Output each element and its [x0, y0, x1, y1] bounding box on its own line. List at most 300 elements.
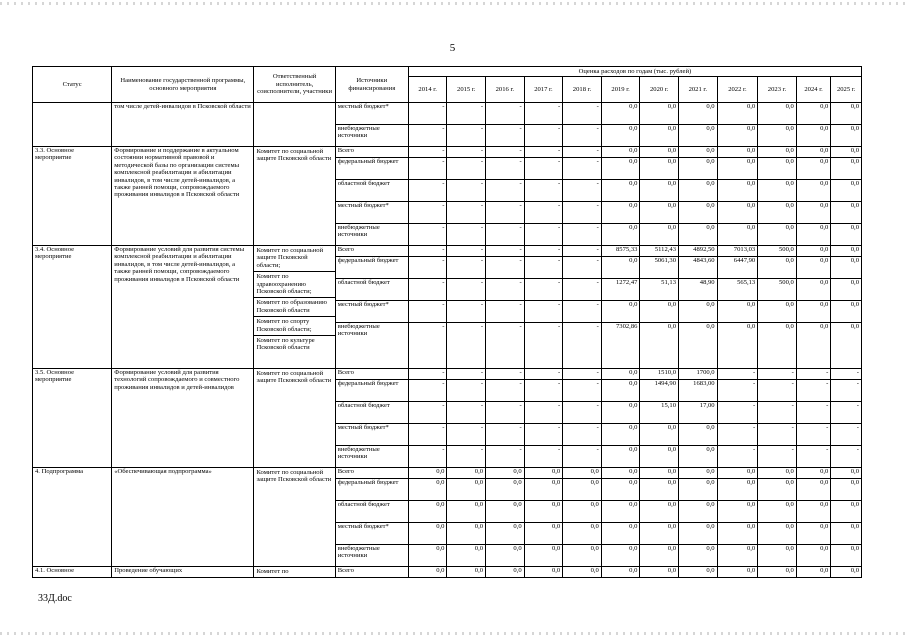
value-cell: -	[563, 369, 602, 380]
value-cell: 0,0	[758, 468, 797, 479]
value-cell: 0,0	[563, 523, 602, 545]
value-cell: 0,0	[717, 224, 758, 246]
value-cell: 0,0	[717, 545, 758, 567]
value-cell: 1683,00	[679, 380, 718, 402]
value-cell: -	[408, 402, 447, 424]
value-cell: 0,0	[717, 479, 758, 501]
value-cell: -	[524, 279, 563, 301]
value-cell: -	[447, 147, 486, 158]
header-estimate: Оценка расходов по годам (тыс. рублей)	[408, 67, 861, 77]
table-row	[33, 246, 862, 257]
value-cell: 0,0	[679, 180, 718, 202]
table-header	[33, 67, 862, 103]
value-cell: -	[447, 380, 486, 402]
value-cell: 0,0	[758, 180, 797, 202]
source-cell: федеральный бюджет	[335, 158, 408, 180]
value-cell: 0,0	[408, 545, 447, 567]
status-cell: 3.3. Основное мероприятие	[33, 147, 112, 246]
value-cell: 4892,50	[679, 246, 718, 257]
value-cell: 0,0	[524, 468, 563, 479]
value-cell: -	[447, 125, 486, 147]
source-cell: местный бюджет*	[335, 301, 408, 323]
value-cell: 0,0	[640, 479, 679, 501]
value-cell: 0,0	[524, 545, 563, 567]
value-cell: 0,0	[640, 103, 679, 125]
header-year: 2015 г.	[447, 77, 486, 103]
value-cell: -	[486, 158, 525, 180]
footer-filename: 33Д.doc	[38, 593, 72, 604]
value-cell: 0,0	[679, 202, 718, 224]
value-cell: -	[447, 224, 486, 246]
value-cell: -	[486, 380, 525, 402]
value-cell: 0,0	[831, 567, 862, 578]
value-cell: 0,0	[601, 202, 640, 224]
value-cell: 0,0	[758, 103, 797, 125]
value-cell: 0,0	[640, 567, 679, 578]
value-cell: -	[524, 125, 563, 147]
value-cell: -	[758, 369, 797, 380]
source-cell: федеральный бюджет	[335, 257, 408, 279]
value-cell: -	[486, 257, 525, 279]
value-cell: -	[486, 147, 525, 158]
source-cell: федеральный бюджет	[335, 380, 408, 402]
value-cell: -	[563, 180, 602, 202]
value-cell: -	[524, 446, 563, 468]
value-cell: -	[717, 380, 758, 402]
value-cell: 15,10	[640, 402, 679, 424]
executor-label: Комитет по культуре Псковской области	[254, 335, 334, 352]
value-cell: 0,0	[601, 468, 640, 479]
value-cell: 0,0	[679, 224, 718, 246]
value-cell: 1494,90	[640, 380, 679, 402]
value-cell: -	[447, 180, 486, 202]
value-cell: 0,0	[796, 545, 831, 567]
value-cell: 0,0	[601, 501, 640, 523]
status-cell: 3.4. Основное мероприятие	[33, 246, 112, 369]
value-cell: -	[563, 103, 602, 125]
value-cell: -	[524, 380, 563, 402]
value-cell: 0,0	[486, 501, 525, 523]
value-cell: -	[524, 369, 563, 380]
value-cell: -	[563, 446, 602, 468]
source-cell: внебюджетные источники	[335, 323, 408, 369]
value-cell: 5061,30	[640, 257, 679, 279]
value-cell: -	[717, 402, 758, 424]
value-cell: 0,0	[796, 246, 831, 257]
value-cell: -	[486, 323, 525, 369]
value-cell: 0,0	[447, 567, 486, 578]
value-cell: 500,0	[758, 246, 797, 257]
source-cell: Всего	[335, 567, 408, 578]
value-cell: 0,0	[831, 147, 862, 158]
value-cell: 0,0	[831, 279, 862, 301]
value-cell: -	[524, 424, 563, 446]
value-cell: 0,0	[486, 479, 525, 501]
value-cell: 0,0	[640, 323, 679, 369]
value-cell: -	[486, 301, 525, 323]
value-cell: 0,0	[831, 257, 862, 279]
value-cell: 0,0	[758, 224, 797, 246]
header-year: 2014 г.	[408, 77, 447, 103]
value-cell: 0,0	[601, 446, 640, 468]
value-cell: 7013,03	[717, 246, 758, 257]
value-cell: 0,0	[640, 224, 679, 246]
value-cell: 0,0	[679, 479, 718, 501]
value-cell: 0,0	[679, 501, 718, 523]
value-cell: 0,0	[717, 202, 758, 224]
value-cell: 1272,47	[601, 279, 640, 301]
value-cell: -	[563, 158, 602, 180]
value-cell: 0,0	[640, 158, 679, 180]
value-cell: 0,0	[717, 125, 758, 147]
source-cell: местный бюджет*	[335, 523, 408, 545]
value-cell: 0,0	[796, 523, 831, 545]
value-cell: 0,0	[758, 125, 797, 147]
value-cell: -	[408, 180, 447, 202]
value-cell: -	[408, 246, 447, 257]
value-cell: -	[408, 279, 447, 301]
value-cell: 0,0	[640, 301, 679, 323]
responsible-cell	[254, 147, 335, 246]
budget-table	[32, 66, 862, 578]
value-cell: -	[563, 301, 602, 323]
source-cell: областной бюджет	[335, 501, 408, 523]
value-cell: 0,0	[831, 180, 862, 202]
value-cell: -	[717, 446, 758, 468]
value-cell: 0,0	[831, 468, 862, 479]
source-cell: местный бюджет*	[335, 103, 408, 125]
header-year: 2018 г.	[563, 77, 602, 103]
value-cell: -	[408, 369, 447, 380]
header-sources: Источники финансирования	[335, 67, 408, 103]
table-row	[33, 103, 862, 125]
value-cell: -	[831, 380, 862, 402]
value-cell: 0,0	[758, 323, 797, 369]
source-cell: местный бюджет*	[335, 202, 408, 224]
value-cell: 0,0	[796, 501, 831, 523]
source-cell: Всего	[335, 468, 408, 479]
value-cell: 0,0	[447, 479, 486, 501]
value-cell: 0,0	[796, 202, 831, 224]
executor-label: Комитет по социальной защите Псковской области	[256, 148, 332, 163]
value-cell: 0,0	[796, 125, 831, 147]
value-cell: 0,0	[563, 501, 602, 523]
value-cell: -	[717, 424, 758, 446]
value-cell: -	[796, 402, 831, 424]
value-cell: -	[563, 380, 602, 402]
value-cell: -	[486, 446, 525, 468]
table-row	[33, 567, 862, 578]
value-cell: -	[408, 202, 447, 224]
value-cell: -	[524, 202, 563, 224]
value-cell: -	[831, 369, 862, 380]
value-cell: -	[758, 424, 797, 446]
responsible-cell	[254, 369, 335, 468]
source-cell: областной бюджет	[335, 180, 408, 202]
value-cell: 0,0	[831, 158, 862, 180]
scan-artifact-bottom	[0, 632, 905, 635]
executor-label: Комитет по социальной защите Псковской области	[256, 370, 332, 385]
header-year: 2025 г.	[831, 77, 862, 103]
value-cell: 0,0	[486, 545, 525, 567]
value-cell: 0,0	[601, 380, 640, 402]
value-cell: 0,0	[717, 468, 758, 479]
value-cell: -	[408, 257, 447, 279]
name-cell: том числе детей-инвалидов в Псковской области	[112, 103, 254, 147]
value-cell: 0,0	[486, 567, 525, 578]
value-cell: -	[758, 446, 797, 468]
value-cell: -	[408, 446, 447, 468]
value-cell: 8575,33	[601, 246, 640, 257]
value-cell: -	[486, 279, 525, 301]
value-cell: 0,0	[563, 479, 602, 501]
value-cell: 0,0	[447, 523, 486, 545]
executor-label: Комитет по социальной защите Псковской области;	[256, 247, 324, 269]
value-cell: -	[758, 380, 797, 402]
value-cell: 0,0	[758, 501, 797, 523]
value-cell: -	[447, 202, 486, 224]
value-cell: 0,0	[640, 147, 679, 158]
value-cell: 0,0	[679, 103, 718, 125]
value-cell: -	[563, 147, 602, 158]
value-cell: 0,0	[758, 257, 797, 279]
value-cell: 0,0	[640, 424, 679, 446]
value-cell: -	[447, 279, 486, 301]
value-cell: 0,0	[408, 523, 447, 545]
value-cell: 565,13	[717, 279, 758, 301]
header-responsible: Ответственный исполнитель, соисполнители, участники	[254, 67, 335, 103]
value-cell: 0,0	[831, 301, 862, 323]
value-cell: 0,0	[758, 567, 797, 578]
value-cell: -	[486, 180, 525, 202]
value-cell: 0,0	[758, 545, 797, 567]
header-year: 2019 г.	[601, 77, 640, 103]
value-cell: 0,0	[601, 103, 640, 125]
value-cell: -	[831, 424, 862, 446]
name-cell: «Обеспечивающая подпрограмма»	[112, 468, 254, 567]
value-cell: 0,0	[640, 446, 679, 468]
value-cell: -	[563, 224, 602, 246]
value-cell: 0,0	[717, 523, 758, 545]
value-cell: -	[796, 380, 831, 402]
value-cell: -	[408, 301, 447, 323]
value-cell: 0,0	[447, 468, 486, 479]
value-cell: 0,0	[679, 523, 718, 545]
value-cell: -	[563, 323, 602, 369]
value-cell: 0,0	[640, 523, 679, 545]
value-cell: 0,0	[640, 125, 679, 147]
value-cell: 0,0	[796, 103, 831, 125]
responsible-cell	[254, 567, 335, 578]
value-cell: 0,0	[758, 202, 797, 224]
value-cell: -	[563, 279, 602, 301]
value-cell: -	[831, 446, 862, 468]
value-cell: -	[486, 424, 525, 446]
value-cell: -	[831, 402, 862, 424]
value-cell: -	[447, 257, 486, 279]
value-cell: 0,0	[679, 468, 718, 479]
source-cell: федеральный бюджет	[335, 479, 408, 501]
source-cell: областной бюджет	[335, 402, 408, 424]
table-row	[33, 147, 862, 158]
value-cell: -	[486, 369, 525, 380]
value-cell: -	[796, 369, 831, 380]
status-cell: 4.1. Основное	[33, 567, 112, 578]
source-cell: Всего	[335, 147, 408, 158]
value-cell: 0,0	[796, 147, 831, 158]
value-cell: 0,0	[717, 103, 758, 125]
value-cell: -	[486, 125, 525, 147]
executor-label: Комитет по спорту Псковской области;	[254, 316, 334, 333]
value-cell: -	[486, 224, 525, 246]
value-cell: 4843,60	[679, 257, 718, 279]
value-cell: 0,0	[563, 567, 602, 578]
value-cell: 0,0	[447, 501, 486, 523]
value-cell: -	[524, 158, 563, 180]
value-cell: 0,0	[601, 180, 640, 202]
value-cell: 0,0	[679, 567, 718, 578]
value-cell: 0,0	[601, 369, 640, 380]
value-cell: -	[408, 380, 447, 402]
value-cell: -	[408, 158, 447, 180]
executor-label: Комитет по социальной защите Псковской области	[256, 469, 332, 484]
responsible-cell	[254, 246, 335, 369]
value-cell: 0,0	[486, 468, 525, 479]
value-cell: 0,0	[679, 545, 718, 567]
value-cell: 0,0	[601, 402, 640, 424]
value-cell: -	[447, 446, 486, 468]
value-cell: -	[408, 224, 447, 246]
value-cell: -	[447, 402, 486, 424]
value-cell: 0,0	[831, 523, 862, 545]
value-cell: 0,0	[524, 567, 563, 578]
value-cell: -	[796, 424, 831, 446]
value-cell: 0,0	[758, 158, 797, 180]
value-cell: -	[447, 246, 486, 257]
table-row	[33, 369, 862, 380]
value-cell: -	[524, 301, 563, 323]
value-cell: 0,0	[717, 501, 758, 523]
value-cell: -	[563, 246, 602, 257]
value-cell: 0,0	[796, 301, 831, 323]
value-cell: -	[524, 224, 563, 246]
value-cell: 0,0	[796, 279, 831, 301]
header-name: Наименование государственной программы, основного мероприятия	[112, 67, 254, 103]
value-cell: 0,0	[679, 424, 718, 446]
value-cell: 0,0	[486, 523, 525, 545]
value-cell: 0,0	[601, 301, 640, 323]
value-cell: -	[524, 147, 563, 158]
value-cell: -	[447, 301, 486, 323]
value-cell: 0,0	[717, 301, 758, 323]
value-cell: 0,0	[601, 479, 640, 501]
header-year: 2017 г.	[524, 77, 563, 103]
value-cell: 0,0	[601, 567, 640, 578]
header-status: Статус	[33, 67, 112, 103]
header-year: 2016 г.	[486, 77, 525, 103]
value-cell: 0,0	[640, 180, 679, 202]
value-cell: 0,0	[679, 158, 718, 180]
source-cell: внебюджетные источники	[335, 224, 408, 246]
value-cell: 0,0	[796, 180, 831, 202]
value-cell: 1510,0	[640, 369, 679, 380]
value-cell: 0,0	[679, 147, 718, 158]
value-cell: 0,0	[796, 224, 831, 246]
value-cell: -	[563, 202, 602, 224]
responsible-cell	[254, 468, 335, 567]
header-year: 2024 г.	[796, 77, 831, 103]
value-cell: -	[486, 202, 525, 224]
value-cell: -	[563, 424, 602, 446]
value-cell: 0,0	[408, 479, 447, 501]
scan-artifact-top	[0, 2, 905, 5]
value-cell: 0,0	[831, 224, 862, 246]
table-row	[33, 468, 862, 479]
value-cell: 0,0	[601, 147, 640, 158]
value-cell: 5112,43	[640, 246, 679, 257]
executor-label: Комитет по	[256, 568, 289, 575]
value-cell: -	[563, 402, 602, 424]
value-cell: 0,0	[758, 523, 797, 545]
value-cell: 0,0	[408, 501, 447, 523]
value-cell: 0,0	[601, 523, 640, 545]
value-cell: 0,0	[601, 125, 640, 147]
value-cell: 0,0	[447, 545, 486, 567]
value-cell: -	[486, 103, 525, 125]
value-cell: 0,0	[408, 468, 447, 479]
value-cell: 0,0	[408, 567, 447, 578]
value-cell: 0,0	[601, 224, 640, 246]
value-cell: 0,0	[717, 180, 758, 202]
value-cell: 0,0	[831, 246, 862, 257]
header-year: 2023 г.	[758, 77, 797, 103]
value-cell: -	[408, 323, 447, 369]
value-cell: 6447,90	[717, 257, 758, 279]
executor-label: Комитет по здравоохранению Псковской области;	[254, 271, 334, 295]
value-cell: 0,0	[601, 257, 640, 279]
value-cell: -	[447, 369, 486, 380]
value-cell: 0,0	[758, 479, 797, 501]
responsible-cell	[254, 103, 335, 147]
value-cell: 0,0	[524, 501, 563, 523]
value-cell: -	[524, 180, 563, 202]
value-cell: 0,0	[601, 424, 640, 446]
value-cell: 0,0	[524, 479, 563, 501]
value-cell: 0,0	[831, 501, 862, 523]
source-cell: Всего	[335, 246, 408, 257]
value-cell: 1700,0	[679, 369, 718, 380]
value-cell: -	[408, 103, 447, 125]
source-cell: внебюджетные источники	[335, 545, 408, 567]
value-cell: -	[408, 424, 447, 446]
value-cell: -	[408, 125, 447, 147]
source-cell: внебюджетные источники	[335, 125, 408, 147]
status-cell: 4. Подпрограмма	[33, 468, 112, 567]
status-cell: 3.5. Основное мероприятие	[33, 369, 112, 468]
value-cell: -	[758, 402, 797, 424]
value-cell: 0,0	[717, 158, 758, 180]
value-cell: 0,0	[640, 545, 679, 567]
value-cell: 0,0	[831, 479, 862, 501]
value-cell: 7302,86	[601, 323, 640, 369]
table-body	[33, 103, 862, 578]
value-cell: -	[563, 257, 602, 279]
value-cell: -	[447, 103, 486, 125]
value-cell: -	[717, 369, 758, 380]
value-cell: -	[524, 402, 563, 424]
value-cell: 17,00	[679, 402, 718, 424]
value-cell: 0,0	[601, 545, 640, 567]
